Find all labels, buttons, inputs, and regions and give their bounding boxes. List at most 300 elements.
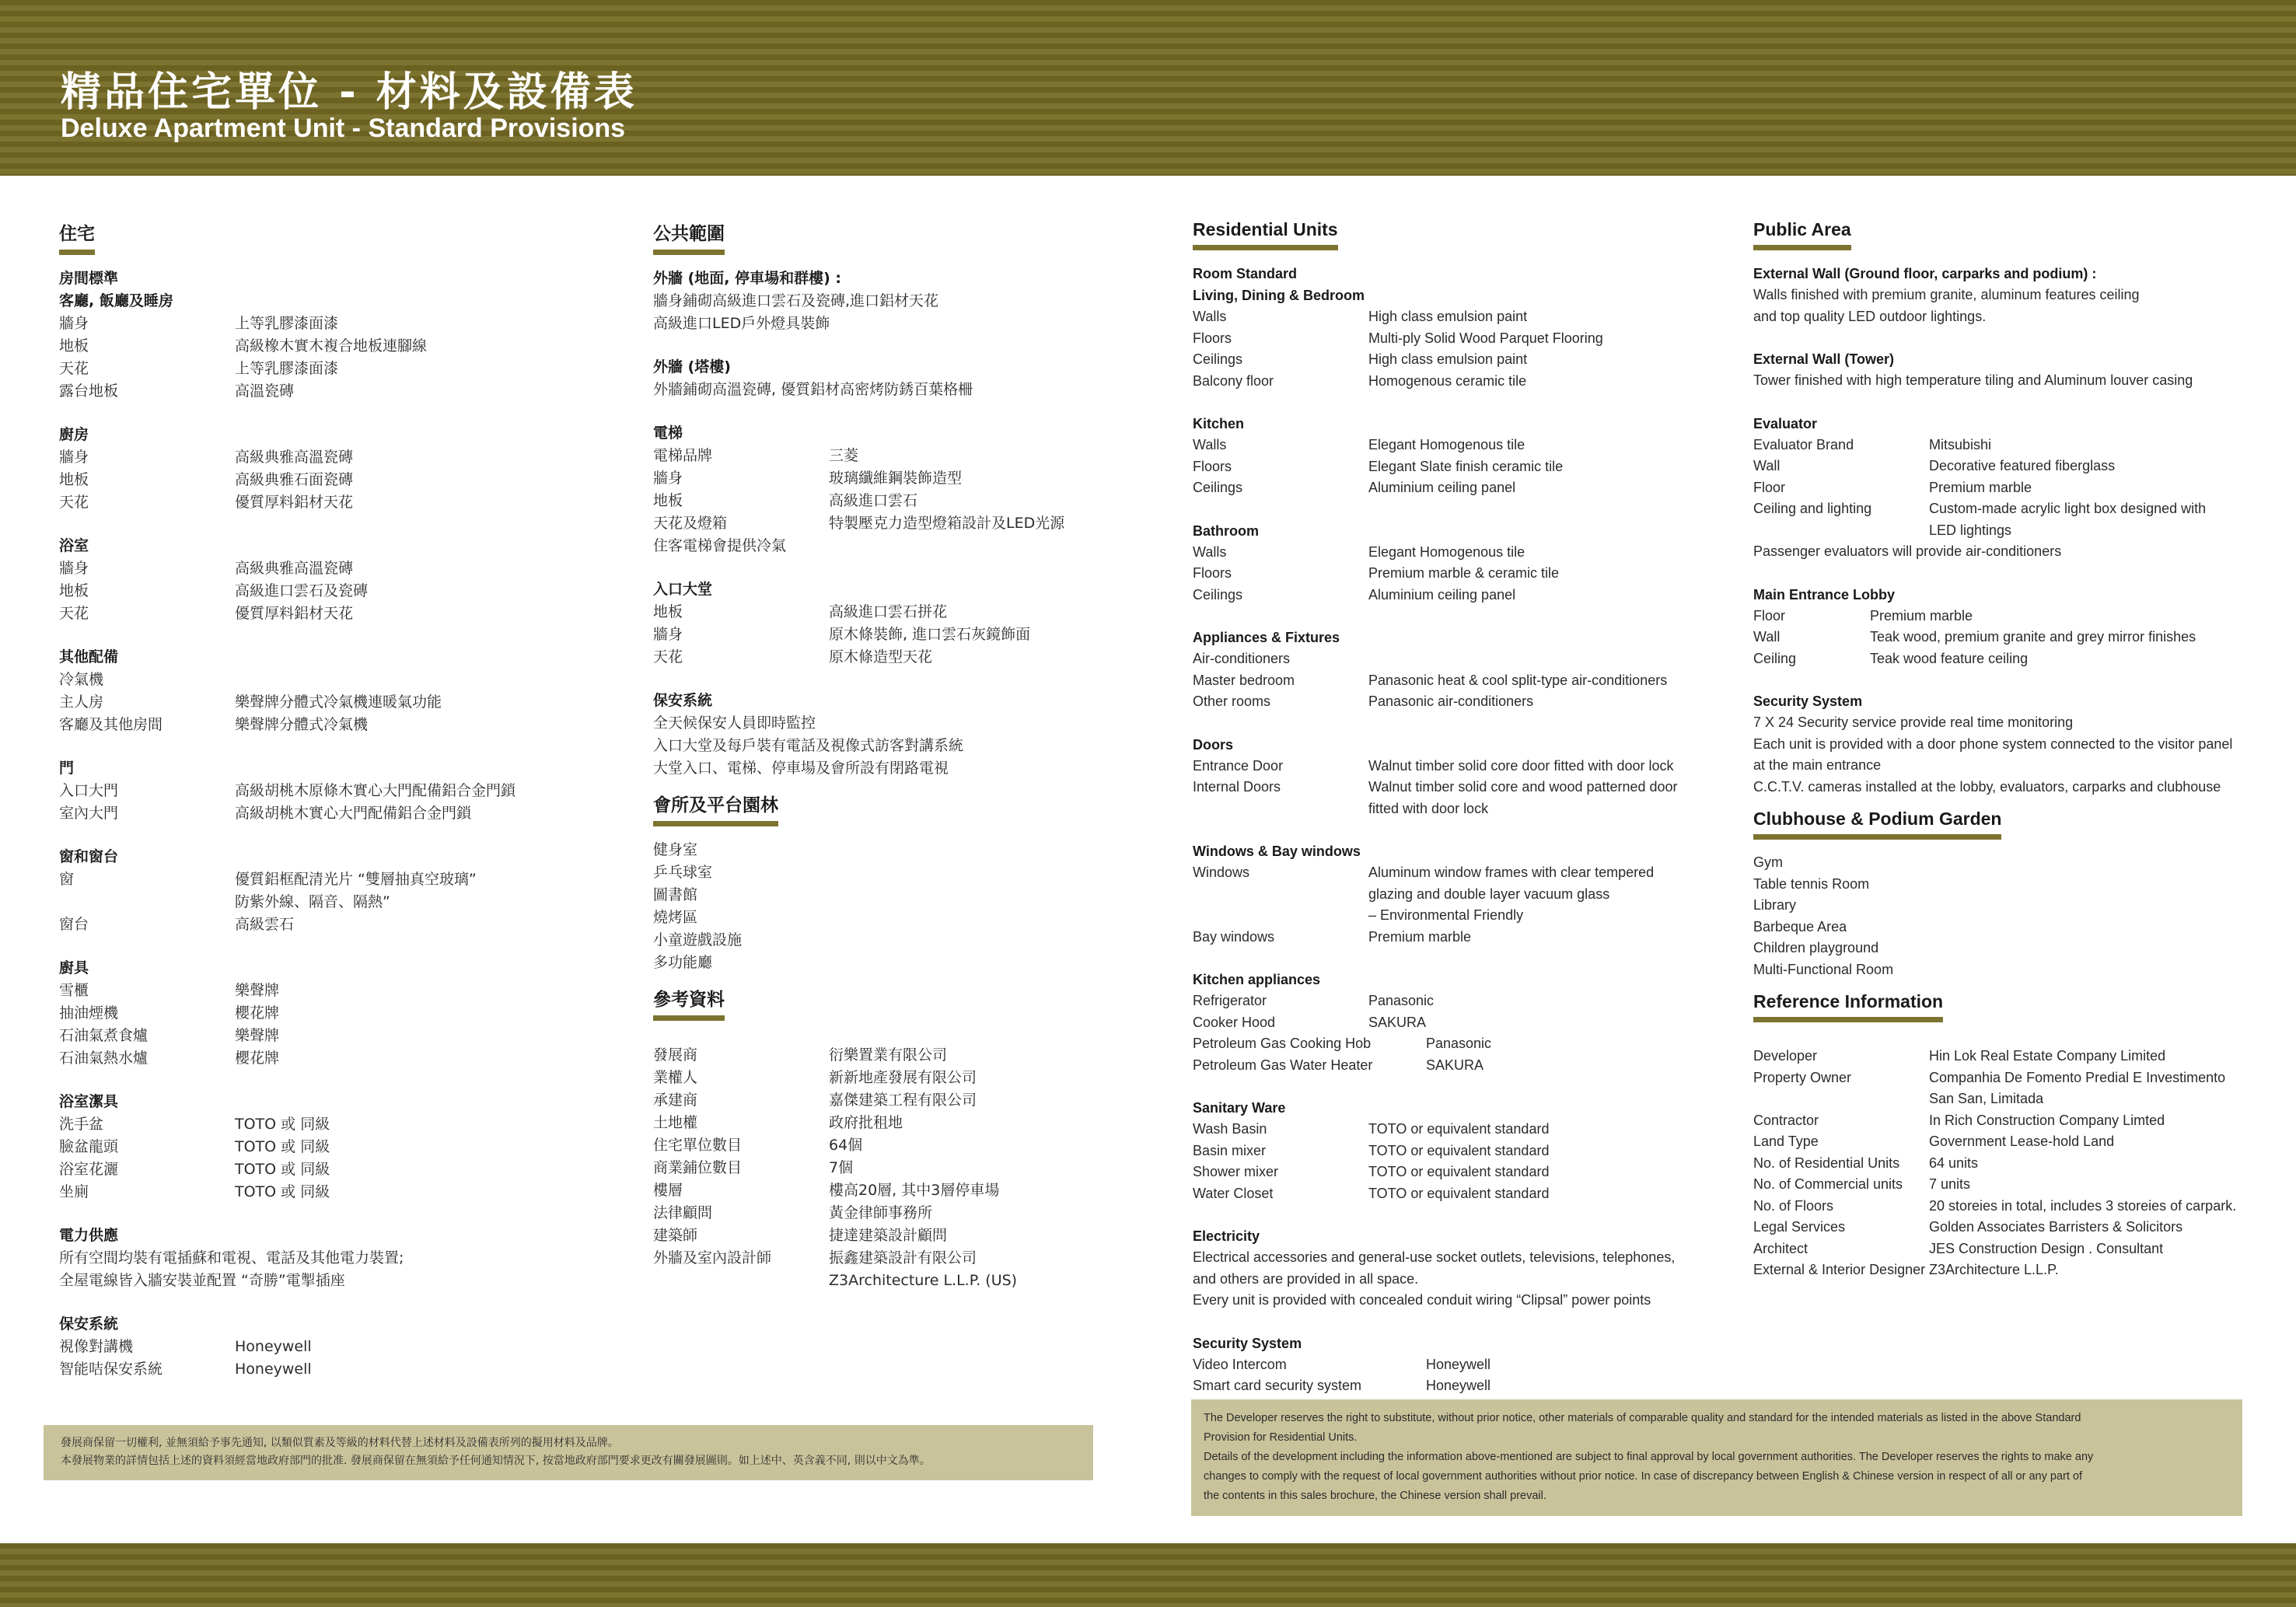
subsection-subtitle: Air-conditioners: [1193, 651, 1291, 666]
spec-label: 承建商: [653, 1092, 698, 1109]
spec-value: 原木條造型天花: [829, 648, 933, 666]
spec-label: Shower mixer: [1193, 1164, 1279, 1179]
spec-row: [1753, 1196, 2266, 1217]
spec-label: 天花: [653, 648, 683, 666]
spec-row: [59, 1336, 619, 1358]
spec-value: Mitsubishi: [1929, 436, 1992, 452]
spec-row: [59, 802, 619, 825]
spec-label: 室內大門: [59, 805, 119, 822]
spec-row: [1193, 927, 1737, 948]
spec-row: [1193, 349, 1737, 371]
subsection-title: Electricity: [1193, 1228, 1260, 1244]
spec-row: [1193, 435, 1737, 456]
spec-row: [59, 358, 619, 380]
spec-value: Premium marble: [1870, 607, 1973, 624]
spec-row: [1193, 1119, 1737, 1141]
text-line: 外牆鋪砌高溫瓷磚, 優質鋁材高密烤防銹百葉格柵: [653, 381, 973, 398]
spec-row: [653, 1202, 1197, 1224]
text-lines: [653, 712, 1197, 780]
spec-list: [59, 446, 619, 514]
spec-value: 樂聲牌: [235, 1027, 280, 1044]
subsection-title: Sanitary Ware: [1193, 1100, 1286, 1116]
spec-row: [1193, 585, 1737, 606]
spec-label: Wall: [1753, 458, 1781, 473]
text-line: at the main entrance: [1753, 757, 1882, 773]
spec-row: [653, 1134, 1197, 1157]
text-line: and top quality LED outdoor lightings.: [1753, 308, 1987, 324]
spec-list: [1753, 435, 2266, 542]
spec-row: [1193, 456, 1737, 478]
spec-list: [59, 691, 619, 736]
text-line: and others are provided in all space.: [1193, 1270, 1419, 1287]
spec-label: [1753, 520, 1929, 542]
spec-list: [653, 1044, 1197, 1292]
text-line: Tower finished with high temperature tiling and Aluminum louver casing: [1753, 372, 2193, 388]
text-line: Children playground: [1753, 940, 1879, 955]
spec-label: External & Interior Designer: [1753, 1262, 1926, 1277]
spec-value: LED lightings: [1929, 522, 2012, 538]
spec-row: [1193, 306, 1737, 328]
subsection-title: External Wall (Ground floor, carparks and podium) :: [1753, 266, 2097, 281]
text-line: 本發展物業的詳情包括上述的資料須經當地政府部門的批准. 發展商保留在無須給予任何通知情況下, 按當地政府部門要求更改有關發展圖則。如上述中、英含義不同, 則以中文為準。: [61, 1455, 931, 1467]
text-lines: [653, 379, 1197, 401]
spec-label: 商業鋪位數目: [653, 1159, 743, 1176]
spec-value: Teak wood, premium granite and grey mirror finishes: [1870, 629, 2196, 645]
spec-value: TOTO 或 同級: [235, 1183, 330, 1200]
spec-value: Walnut timber solid core door fitted with door lock: [1368, 757, 1674, 774]
spec-label: 牆身: [59, 315, 89, 332]
spec-label: 樓層: [653, 1182, 683, 1199]
spec-value: Premium marble & ceramic tile: [1368, 565, 1560, 581]
spec-row: [59, 1002, 619, 1025]
spec-value: Elegant Homogenous tile: [1368, 543, 1525, 560]
spec-value: 64個: [829, 1137, 863, 1154]
spec-label: Floors: [1193, 565, 1232, 581]
spec-label: Architect: [1753, 1240, 1808, 1256]
spec-value: 高級典雅高溫瓷磚: [235, 449, 354, 466]
spec-value: Elegant Homogenous tile: [1368, 437, 1525, 452]
spec-value: Golden Associates Barristers & Solicitors: [1929, 1219, 2183, 1235]
spec-value: Honeywell: [235, 1338, 312, 1355]
spec-label: Petroleum Gas Water Heater: [1193, 1057, 1373, 1073]
subsection-title: Kitchen appliances: [1193, 972, 1321, 987]
column-zh-residential: [59, 219, 619, 1381]
spec-label: Basin mixer: [1193, 1142, 1267, 1158]
spec-label: 雪櫃: [59, 982, 89, 999]
spec-value: fitted with door lock: [1368, 800, 1489, 816]
spec-row: [59, 1181, 619, 1204]
spec-value: 高級進口雲石: [829, 492, 918, 509]
spec-label: No. of Commercial units: [1753, 1176, 1903, 1192]
disclaimer-en: [1191, 1399, 2242, 1516]
spec-list: [1753, 606, 2266, 670]
spec-row: [1193, 670, 1737, 692]
text-lines: [1753, 285, 2266, 327]
spec-value: 優質厚料鋁材天花: [235, 605, 354, 622]
spec-value: TOTO 或 同級: [235, 1138, 330, 1155]
text-line: 多功能廳: [653, 954, 713, 971]
spec-value: TOTO or equivalent standard: [1368, 1142, 1550, 1158]
spec-label: 住宅單位數目: [653, 1137, 743, 1154]
spec-label: 浴室花灑: [59, 1161, 119, 1178]
spec-value: San San, Limitada: [1929, 1091, 2044, 1106]
spec-label: [1193, 798, 1368, 820]
text-line: 發展商保留一切權利, 並無須給予事先通知, 以類似質素及等級的材料代替上述材料及設備表所列的擬用材料及品牌。: [61, 1437, 619, 1449]
spec-label: 視像對講機: [59, 1338, 134, 1355]
spec-label: No. of Residential Units: [1753, 1155, 1900, 1171]
spec-row: [59, 868, 619, 891]
subsection-title: 廚房: [59, 426, 89, 443]
spec-row: [59, 446, 619, 469]
spec-value: 衍樂置業有限公司: [829, 1046, 948, 1064]
spec-row: [59, 603, 619, 625]
spec-row: [653, 1067, 1197, 1089]
spec-value: Premium marble: [1368, 928, 1472, 945]
spec-value: In Rich Construction Company Limted: [1929, 1112, 2165, 1128]
spec-row: [653, 467, 1197, 490]
spec-value: Honeywell: [1426, 1356, 1491, 1372]
spec-label: Refrigerator: [1193, 993, 1267, 1008]
spec-value: Decorative featured fiberglass: [1929, 458, 2116, 473]
spec-list: [1753, 1046, 2266, 1281]
spec-label: 地板: [653, 603, 683, 620]
spec-row: [653, 1179, 1197, 1202]
spec-row: [59, 1047, 619, 1070]
spec-label: Ceilings: [1193, 586, 1243, 603]
spec-row: [59, 1358, 619, 1381]
spec-row: [59, 313, 619, 335]
spec-value: Elegant Slate finish ceramic tile: [1368, 458, 1564, 474]
spec-label: [1193, 884, 1368, 906]
text-line: Library: [1753, 897, 1797, 913]
spec-label: 窗台: [59, 916, 89, 933]
spec-value: 7個: [829, 1159, 854, 1176]
spec-label: 電梯品牌: [653, 447, 713, 464]
spec-value: Z3Architecture L.L.P. (US): [829, 1272, 1018, 1289]
spec-value: 優質鋁框配清光片 “雙層抽真空玻璃”: [235, 871, 477, 888]
section-title: 公共範圍: [653, 219, 725, 255]
spec-row: [1753, 1046, 2266, 1067]
spec-label: 法律顧問: [653, 1204, 713, 1221]
subsection-title: 窗和窗台: [59, 848, 119, 865]
spec-row: [59, 580, 619, 603]
spec-list: [653, 445, 1197, 535]
spec-value: 特製壓克力造型燈箱設計及LED光源: [829, 515, 1065, 532]
spec-label: Walls: [1193, 543, 1227, 560]
subsection-title: 入口大堂: [653, 581, 713, 598]
spec-label: [653, 1270, 829, 1292]
spec-label: Smart card security system: [1193, 1378, 1362, 1393]
spec-row: [59, 1025, 619, 1047]
spec-label: Cooker Hood: [1193, 1014, 1276, 1030]
spec-row: [59, 914, 619, 936]
spec-value: Honeywell: [235, 1361, 312, 1378]
spec-value: 嘉傑建築工程有限公司: [829, 1092, 977, 1109]
spec-list: [59, 868, 619, 936]
spec-value: Aluminium ceiling panel: [1368, 480, 1516, 495]
spec-row: [653, 1112, 1197, 1134]
spec-value: 新新地產發展有限公司: [829, 1069, 977, 1086]
spec-value: High class emulsion paint: [1368, 309, 1528, 324]
spec-row: [653, 490, 1197, 512]
spec-list: [1193, 990, 1737, 1033]
spec-row: [1753, 456, 2266, 477]
text-lines: [1753, 370, 2266, 392]
spec-label: 地板: [59, 582, 89, 599]
spec-row: [1193, 798, 1737, 820]
spec-row: [1753, 435, 2266, 456]
spec-value: Aluminum window frames with clear tempered: [1368, 865, 1655, 880]
column-en-residential: [1193, 219, 1737, 1397]
text-line: Details of the development including the information above-mentioned are subject to final approval by local government authorities. The Developer reserves the rights to make any: [1204, 1451, 2094, 1463]
spec-row: [59, 557, 619, 580]
text-line: 全屋電線皆入牆安裝並配置 “奇勝”電掣插座: [59, 1272, 345, 1289]
spec-list: [59, 557, 619, 625]
spec-row: [1193, 691, 1737, 713]
section-title: 住宅: [59, 219, 95, 255]
spec-value: 黃金律師事務所: [829, 1204, 933, 1221]
spec-row: [1193, 563, 1737, 585]
text-line: 高級進口LED戶外燈具裝飾: [653, 315, 830, 332]
spec-value: 櫻花牌: [235, 1004, 280, 1022]
spec-value: Walnut timber solid core and wood patterned door: [1368, 779, 1678, 795]
spec-label: 洗手盆: [59, 1116, 104, 1133]
spec-label: Petroleum Gas Cooking Hob: [1193, 1036, 1372, 1051]
subsection-title: Bathroom: [1193, 522, 1259, 539]
subsection-subtitle: Living, Dining & Bedroom: [1193, 288, 1365, 303]
spec-row: [1193, 477, 1737, 499]
spec-value: – Environmental Friendly: [1368, 907, 1524, 923]
spec-row: [653, 1270, 1197, 1292]
spec-row: [1753, 1174, 2266, 1196]
spec-label: 天花: [59, 494, 89, 511]
spec-row: [653, 624, 1197, 646]
spec-value: 高級胡桃木實心大門配備鋁合金門鎖: [235, 805, 472, 822]
subsection-title: 浴室潔具: [59, 1093, 119, 1110]
subsection-title: Room Standard: [1193, 266, 1298, 281]
spec-label: [1193, 905, 1368, 927]
spec-value: 高級典雅高溫瓷磚: [235, 560, 354, 577]
spec-label: Other rooms: [1193, 693, 1271, 709]
spec-label: Water Closet: [1193, 1185, 1274, 1201]
spec-row: [1753, 1131, 2266, 1153]
spec-label: [59, 891, 235, 914]
page-title-zh: 精品住宅單位 - 材料及設備表: [61, 69, 638, 116]
spec-row: [1193, 905, 1737, 927]
text-line: Gym: [1753, 854, 1783, 870]
spec-value: 高級典雅石面瓷磚: [235, 471, 354, 488]
spec-row: [1753, 606, 2266, 627]
spec-list: [1193, 435, 1737, 499]
spec-list: [1193, 306, 1737, 392]
spec-label: Video Intercom: [1193, 1356, 1287, 1372]
spec-label: 石油氣煮食爐: [59, 1027, 149, 1044]
spec-list: [59, 980, 619, 1070]
spec-list: [59, 313, 619, 403]
evaluator-note: Passenger evaluators will provide air-conditioners: [1753, 543, 2062, 559]
text-line: 入口大堂及每戶裝有電話及視像式訪客對講系統: [653, 737, 964, 754]
spec-label: 發展商: [653, 1046, 698, 1064]
subsection-title: 電力供應: [59, 1227, 119, 1244]
text-lines: [1193, 1247, 1737, 1312]
spec-label: 牆身: [653, 626, 683, 643]
spec-row: [1193, 1354, 1737, 1376]
spec-value: glazing and double layer vacuum glass: [1368, 886, 1610, 902]
spec-row: [1753, 1067, 2266, 1089]
spec-value: 櫻花牌: [235, 1050, 280, 1067]
spec-value: 7 units: [1929, 1176, 1971, 1192]
spec-label: Internal Doors: [1193, 779, 1281, 795]
spec-label: Bay windows: [1193, 928, 1275, 945]
text-line: Every unit is provided with concealed conduit wiring “Clipsal” power points: [1193, 1292, 1651, 1308]
spec-row: [653, 1089, 1197, 1112]
text-line: Walls finished with premium granite, aluminum features ceiling: [1753, 287, 2140, 302]
subsection-title: 其他配備: [59, 648, 119, 666]
section-title: 會所及平台園林: [653, 791, 778, 826]
subsection-title: 房間標準: [59, 270, 119, 287]
subsection-subtitle: 冷氣機: [59, 671, 104, 688]
spec-value: 上等乳膠漆面漆: [235, 360, 339, 377]
spec-value: Panasonic heat & cool split-type air-conditioners: [1368, 672, 1668, 688]
subsection-title: External Wall (Tower): [1753, 351, 1895, 367]
spec-label: 牆身: [59, 449, 89, 466]
spec-label: Property Owner: [1753, 1069, 1852, 1085]
subsection-title: Doors: [1193, 736, 1234, 753]
spec-label: 窗: [59, 871, 75, 888]
spec-label: 地板: [59, 337, 89, 355]
spec-row: [1193, 328, 1737, 350]
spec-list: [59, 1336, 619, 1381]
spec-value: High class emulsion paint: [1368, 351, 1528, 367]
text-line: The Developer reserves the right to substitute, without prior notice, other materials of comparable quality and standard for the intended materials as listed in the above Standard: [1204, 1412, 2081, 1424]
spec-value: 防紫外線、隔音、隔熱”: [235, 893, 390, 910]
spec-list: [59, 1113, 619, 1204]
spec-row: [1193, 371, 1737, 393]
spec-row: [1193, 1055, 1737, 1077]
spec-label: 坐廁: [59, 1183, 89, 1200]
subsection-title: 保安系統: [653, 692, 713, 709]
text-line: C.C.T.V. cameras installed at the lobby, evaluators, carparks and clubhouse: [1753, 778, 2221, 795]
spec-label: Floors: [1193, 330, 1232, 346]
spec-value: TOTO or equivalent standard: [1368, 1164, 1550, 1179]
text-line: 大堂入口、電梯、停車場及會所設有閉路電視: [653, 760, 949, 777]
spec-label: Ceilings: [1193, 351, 1243, 367]
spec-value: 上等乳膠漆面漆: [235, 315, 339, 332]
subsection-title: Main Entrance Lobby: [1753, 586, 1896, 603]
spec-row: [1753, 648, 2266, 670]
spec-row: [1753, 1088, 2266, 1110]
spec-value: 高級胡桃木原條木實心大門配備鋁合金門鎖: [235, 782, 516, 799]
spec-row: [1753, 627, 2266, 648]
text-lines: [653, 290, 1197, 335]
spec-value: 高級橡木實木複合地板連腳線: [235, 337, 428, 355]
spec-value: 20 storeies in total, includes 3 storeies of carpark.: [1929, 1197, 2237, 1214]
spec-label: Ceilings: [1193, 480, 1243, 495]
spec-label: Windows: [1193, 865, 1250, 880]
spec-value: 64 units: [1929, 1155, 1979, 1171]
spec-row: [1193, 756, 1737, 777]
spec-label: Balcony floor: [1193, 372, 1274, 389]
spec-row: [59, 380, 619, 403]
spec-value: Teak wood feature ceiling: [1870, 650, 2029, 666]
spec-label: Contractor: [1753, 1112, 1819, 1128]
subsection-title: Windows & Bay windows: [1193, 844, 1361, 859]
spec-value: 樓高20層, 其中3層停車場: [829, 1182, 1000, 1199]
spec-value: 捷達建築設計顧問: [829, 1227, 948, 1244]
text-line: Table tennis Room: [1753, 875, 1870, 892]
spec-list: [1193, 756, 1737, 820]
spec-row: [59, 1113, 619, 1136]
spec-value: 樂聲牌分體式冷氣機: [235, 716, 369, 733]
section-title: Residential Units: [1193, 219, 1338, 250]
spec-label: Evaluator Brand: [1753, 436, 1854, 452]
subsection-title: 廚具: [59, 959, 89, 976]
subsection-title: Security System: [1753, 693, 1863, 709]
spec-row: [653, 601, 1197, 624]
spec-label: Ceiling: [1753, 650, 1797, 666]
spec-label: 土地權: [653, 1114, 698, 1131]
text-line: 牆身鋪砌高級進口雲石及瓷磚,進口鋁材天花: [653, 292, 939, 309]
spec-value: Premium marble: [1929, 479, 2032, 495]
spec-row: [1193, 990, 1737, 1012]
spec-row: [1753, 1153, 2266, 1175]
spec-label: 臉盆龍頭: [59, 1138, 119, 1155]
spec-value: 三菱: [829, 447, 859, 464]
spec-value: TOTO 或 同級: [235, 1116, 330, 1133]
spec-label: 地板: [653, 492, 683, 509]
spec-row: [1193, 777, 1737, 798]
spec-label: 入口大門: [59, 782, 119, 799]
text-line: 全天候保安人員即時監控: [653, 714, 816, 732]
spec-row: [59, 1136, 619, 1158]
spec-label: Walls: [1193, 437, 1227, 452]
subsection-title: 門: [59, 760, 75, 777]
spec-row: [1193, 1012, 1737, 1034]
spec-label: Land Type: [1753, 1134, 1819, 1149]
column-zh-public: [653, 219, 1197, 1292]
spec-value: Panasonic air-conditioners: [1368, 693, 1534, 709]
text-lines: [653, 839, 1197, 974]
spec-value: Panasonic: [1426, 1036, 1492, 1051]
spec-value: Panasonic: [1368, 993, 1435, 1008]
spec-label: No. of Floors: [1753, 1197, 1834, 1214]
spec-row: [1193, 1375, 1737, 1397]
spec-label: 牆身: [59, 560, 89, 577]
spec-label: 石油氣熱水爐: [59, 1050, 149, 1067]
spec-row: [1753, 1238, 2266, 1260]
spec-label: Ceiling and lighting: [1753, 501, 1872, 516]
spec-row: [653, 1224, 1197, 1247]
text-line: changes to comply with the request of local government authorities without prior notice. In case of discrepancy between English & Chinese version in respect of all or any part of: [1204, 1470, 2082, 1483]
spec-row: [59, 335, 619, 358]
spec-label: 外牆及室內設計師: [653, 1249, 772, 1266]
section-title: 參考資料: [653, 985, 725, 1021]
section-title: Clubhouse & Podium Garden: [1753, 809, 2001, 840]
subsection-title: 外牆 (地面, 停車場和群樓) :: [653, 270, 842, 287]
spec-label: Entrance Door: [1193, 757, 1284, 774]
spec-row: [653, 512, 1197, 535]
spec-value: 高溫瓷磚: [235, 383, 295, 400]
subsection-title: 保安系統: [59, 1315, 119, 1333]
text-line: Provision for Residential Units.: [1204, 1431, 1358, 1444]
column-en-public: [1753, 219, 2266, 1281]
spec-row: [1193, 542, 1737, 564]
spec-row: [59, 491, 619, 514]
spec-label: 客廳及其他房間: [59, 716, 163, 733]
spec-row: [1753, 498, 2266, 520]
section-title: Public Area: [1753, 219, 1851, 250]
subsection-title: Kitchen: [1193, 416, 1245, 431]
